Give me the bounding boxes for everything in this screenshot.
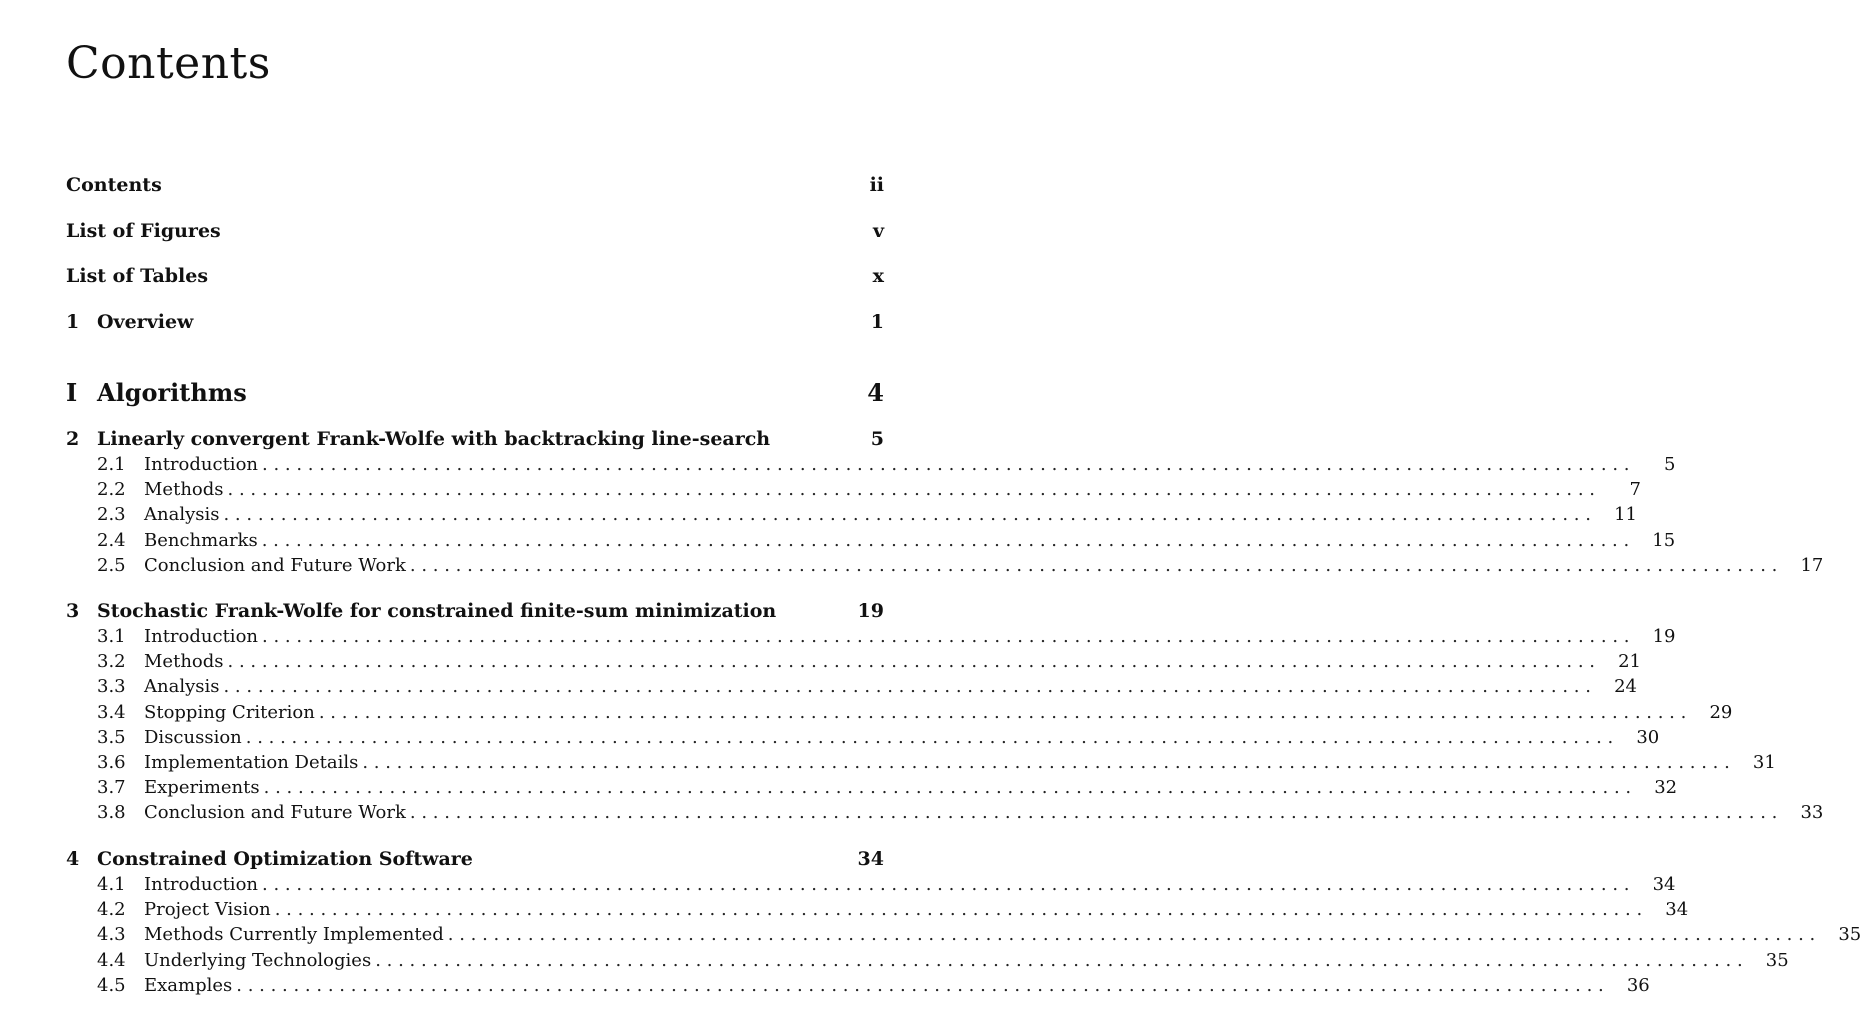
- section-number: 4.5: [97, 974, 126, 996]
- dot-leader: . . . . . . . . . . . . . . . . . . . . . . . . . . . . . . . . . . . . . . . . . . . . . . . . . . . . . . . . . . . . . . . . . . . . . . . . . . . . . . . . . . . . . . . . . . . . . . . . . . . . . . . . . . . . . . . . . . . . . . . .: [236, 974, 1604, 996]
- toc-section-label: Stopping Criterion: [144, 701, 315, 723]
- section-number: 2.2: [97, 479, 126, 501]
- toc-chapter-page: 5: [870, 428, 884, 450]
- section-number: 4.4: [97, 949, 126, 971]
- toc-part-algorithms[interactable]: [66, 378, 884, 408]
- toc-entry-page: ii: [869, 174, 884, 196]
- toc-section-label: Conclusion and Future Work: [144, 802, 406, 824]
- dot-leader: . . . . . . . . . . . . . . . . . . . . . . . . . . . . . . . . . . . . . . . . . . . . . . . . . . . . . . . . . . . . . . . . . . . . . . . . . . . . . . . . . . . . . . . . . . . . . . . . . . . . . . . . . . . . . . . . . . . . . . . .: [447, 924, 1816, 946]
- toc-chapter-2[interactable]: [66, 428, 884, 452]
- toc-chapter-label: Constrained Optimization Software: [97, 848, 473, 870]
- toc-section-label: Underlying Technologies: [144, 949, 372, 971]
- toc-entry-overview[interactable]: [66, 311, 884, 335]
- toc-section-4-4[interactable]: [66, 949, 1789, 974]
- dot-leader: . . . . . . . . . . . . . . . . . . . . . . . . . . . . . . . . . . . . . . . . . . . . . . . . . . . . . . . . . . . . . . . . . . . . . . . . . . . . . . . . . . . . . . . . . . . . . . . . . . . . . . . . . . . . . . . . . . . . . . . .: [227, 479, 1595, 501]
- toc-section-page: 29: [1709, 701, 1733, 723]
- dot-leader: . . . . . . . . . . . . . . . . . . . . . . . . . . . . . . . . . . . . . . . . . . . . . . . . . . . . . . . . . . . . . . . . . . . . . . . . . . . . . . . . . . . . . . . . . . . . . . . . . . . . . . . . . . . . . . . . . . . . . . . .: [274, 899, 1643, 921]
- toc-section-4-3[interactable]: [66, 924, 1861, 948]
- chapter-number: 4: [66, 848, 80, 870]
- dot-leader: . . . . . . . . . . . . . . . . . . . . . . . . . . . . . . . . . . . . . . . . . . . . . . . . . . . . . . . . . . . . . . . . . . . . . . . . . . . . . . . . . . . . . . . . . . . . . . . . . . . . . . . . . . . . . . . . . . . . . . . .: [318, 701, 1687, 723]
- toc-section-label: Benchmarks: [144, 529, 258, 551]
- toc-section-page: 7: [1629, 479, 1641, 501]
- toc-section-label: Methods: [144, 479, 224, 501]
- toc-chapter-4[interactable]: [66, 848, 884, 872]
- toc-section-label: Introduction: [144, 626, 258, 647]
- toc-section-label: Introduction: [144, 874, 258, 895]
- toc-section-page: 21: [1618, 651, 1641, 673]
- toc-part-page: 4: [867, 378, 884, 407]
- toc-section-3-5[interactable]: [66, 726, 1660, 751]
- chapter-number: 1: [66, 311, 80, 333]
- toc-section-3-8[interactable]: [66, 802, 1824, 826]
- dot-leader: . . . . . . . . . . . . . . . . . . . . . . . . . . . . . . . . . . . . . . . . . . . . . . . . . . . . . . . . . . . . . . . . . . . . . . . . . . . . . . . . . . . . . . . . . . . . . . . . . . . . . . . . . . . . . . . . . . . . . . . .: [409, 802, 1778, 824]
- toc-chapter-page: 34: [857, 848, 884, 870]
- dot-leader: . . . . . . . . . . . . . . . . . . . . . . . . . . . . . . . . . . . . . . . . . . . . . . . . . . . . . . . . . . . . . . . . . . . . . . . . . . . . . . . . . . . . . . . . . . . . . . . . . . . . . . . . . . . . . . . . . . . . . . . .: [263, 777, 1632, 799]
- toc-chapter-label: Stochastic Frank-Wolfe for constrained finite-sum minimization: [97, 600, 777, 622]
- toc-section-page: 31: [1752, 752, 1776, 773]
- toc-entry-page: x: [872, 265, 884, 287]
- toc-section-label: Methods: [144, 651, 224, 673]
- dot-leader: . . . . . . . . . . . . . . . . . . . . . . . . . . . . . . . . . . . . . . . . . . . . . . . . . . . . . . . . . . . . . . . . . . . . . . . . . . . . . . . . . . . . . . . . . . . . . . . . . . . . . . . . . . . . . . . . . . . . . . . .: [262, 454, 1630, 475]
- toc-section-4-5[interactable]: [66, 974, 1650, 999]
- toc-chapter-label: Linearly convergent Frank-Wolfe with backtracking line-search: [97, 428, 771, 450]
- toc-section-page: 34: [1652, 874, 1676, 895]
- toc-part-label: Algorithms: [97, 378, 247, 407]
- toc-entry-list-of-tables[interactable]: [66, 265, 884, 289]
- dot-leader: . . . . . . . . . . . . . . . . . . . . . . . . . . . . . . . . . . . . . . . . . . . . . . . . . . . . . . . . . . . . . . . . . . . . . . . . . . . . . . . . . . . . . . . . . . . . . . . . . . . . . . . . . . . . . . . . . . . . . . . .: [362, 752, 1730, 773]
- section-number: 3.1: [97, 626, 126, 647]
- section-number: 3.3: [97, 676, 126, 698]
- dot-leader: . . . . . . . . . . . . . . . . . . . . . . . . . . . . . . . . . . . . . . . . . . . . . . . . . . . . . . . . . . . . . . . . . . . . . . . . . . . . . . . . . . . . . . . . . . . . . . . . . . . . . . . . . . . . . . . . . . . . . . . .: [262, 874, 1630, 895]
- toc-section-page: 34: [1665, 899, 1689, 921]
- toc-section-page: 36: [1626, 974, 1650, 996]
- dot-leader: . . . . . . . . . . . . . . . . . . . . . . . . . . . . . . . . . . . . . . . . . . . . . . . . . . . . . . . . . . . . . . . . . . . . . . . . . . . . . . . . . . . . . . . . . . . . . . . . . . . . . . . . . . . . . . . . . . . . . . . .: [261, 529, 1630, 551]
- section-number: 3.4: [97, 701, 126, 723]
- toc-section-page: 17: [1800, 554, 1824, 576]
- section-number: 3.5: [97, 726, 126, 748]
- toc-section-label: Analysis: [144, 676, 220, 698]
- toc-entry-list-of-figures[interactable]: [66, 220, 884, 244]
- toc-section-page: 11: [1614, 504, 1637, 526]
- section-number: 3.7: [97, 777, 126, 799]
- toc-entry-label: Overview: [97, 311, 194, 333]
- section-number: 2.1: [97, 454, 126, 475]
- page-title: Contents: [66, 38, 271, 89]
- toc-section-page: 30: [1636, 726, 1660, 748]
- section-number: 3.8: [97, 802, 126, 824]
- chapter-number: 2: [66, 428, 80, 450]
- toc-section-label: Conclusion and Future Work: [144, 554, 406, 576]
- toc-section-label: Experiments: [144, 777, 260, 799]
- dot-leader: . . . . . . . . . . . . . . . . . . . . . . . . . . . . . . . . . . . . . . . . . . . . . . . . . . . . . . . . . . . . . . . . . . . . . . . . . . . . . . . . . . . . . . . . . . . . . . . . . . . . . . . . . . . . . . . . . . . . . . . .: [409, 554, 1778, 576]
- section-number: 4.2: [97, 899, 126, 921]
- toc-entry-label: List of Figures: [66, 220, 221, 242]
- section-number: 2.4: [97, 529, 126, 551]
- toc-section-label: Introduction: [144, 454, 258, 475]
- toc-chapter-page: 19: [857, 600, 884, 622]
- toc-section-page: 32: [1654, 777, 1678, 799]
- part-number: I: [66, 378, 78, 407]
- toc-section-4-2[interactable]: [66, 899, 1689, 923]
- toc-section-page: 5: [1664, 454, 1676, 475]
- toc-section-2-4[interactable]: [66, 529, 1676, 554]
- toc-section-3-1[interactable]: [66, 626, 1676, 650]
- dot-leader: . . . . . . . . . . . . . . . . . . . . . . . . . . . . . . . . . . . . . . . . . . . . . . . . . . . . . . . . . . . . . . . . . . . . . . . . . . . . . . . . . . . . . . . . . . . . . . . . . . . . . . . . . . . . . . . . . . . . . . . .: [262, 626, 1630, 647]
- dot-leader: . . . . . . . . . . . . . . . . . . . . . . . . . . . . . . . . . . . . . . . . . . . . . . . . . . . . . . . . . . . . . . . . . . . . . . . . . . . . . . . . . . . . . . . . . . . . . . . . . . . . . . . . . . . . . . . . . . . . . . . .: [227, 651, 1595, 673]
- chapter-number: 3: [66, 600, 80, 622]
- toc-section-page: 33: [1800, 802, 1824, 824]
- dot-leader: . . . . . . . . . . . . . . . . . . . . . . . . . . . . . . . . . . . . . . . . . . . . . . . . . . . . . . . . . . . . . . . . . . . . . . . . . . . . . . . . . . . . . . . . . . . . . . . . . . . . . . . . . . . . . . . . . . . . . . . .: [223, 504, 1591, 526]
- toc-section-4-1[interactable]: [66, 874, 1676, 898]
- toc-entry-page: 1: [870, 311, 884, 333]
- toc-entry-label: Contents: [66, 174, 162, 196]
- toc-section-label: Project Vision: [144, 899, 271, 921]
- section-number: 2.3: [97, 504, 126, 526]
- toc-section-page: 19: [1652, 626, 1676, 647]
- toc-section-page: 35: [1838, 924, 1861, 946]
- section-number: 3.2: [97, 651, 126, 673]
- toc-section-3-4[interactable]: [66, 701, 1733, 726]
- toc-entry-contents[interactable]: [66, 174, 884, 198]
- toc-section-3-2[interactable]: [66, 651, 1641, 675]
- toc-chapter-3[interactable]: [66, 600, 884, 624]
- dot-leader: . . . . . . . . . . . . . . . . . . . . . . . . . . . . . . . . . . . . . . . . . . . . . . . . . . . . . . . . . . . . . . . . . . . . . . . . . . . . . . . . . . . . . . . . . . . . . . . . . . . . . . . . . . . . . . . . . . . . . . . .: [245, 726, 1614, 748]
- toc-section-3-3[interactable]: [66, 676, 1637, 700]
- toc-entry-page: v: [872, 220, 884, 242]
- section-number: 4.1: [97, 874, 126, 895]
- toc-section-page: 35: [1765, 949, 1789, 971]
- toc-entry-label: List of Tables: [66, 265, 209, 287]
- toc-section-label: Discussion: [144, 726, 242, 748]
- section-number: 4.3: [97, 924, 126, 946]
- toc-section-3-6[interactable]: [66, 752, 1776, 776]
- dot-leader: . . . . . . . . . . . . . . . . . . . . . . . . . . . . . . . . . . . . . . . . . . . . . . . . . . . . . . . . . . . . . . . . . . . . . . . . . . . . . . . . . . . . . . . . . . . . . . . . . . . . . . . . . . . . . . . . . . . . . . . .: [223, 676, 1591, 698]
- toc-section-page: 24: [1614, 676, 1637, 698]
- toc-section-2-5[interactable]: [66, 554, 1824, 579]
- toc-section-label: Examples: [144, 974, 233, 996]
- toc-section-2-2[interactable]: [66, 479, 1641, 503]
- toc-section-page: 15: [1652, 529, 1676, 551]
- toc-section-2-1[interactable]: [66, 454, 1676, 478]
- section-number: 2.5: [97, 554, 126, 576]
- dot-leader: . . . . . . . . . . . . . . . . . . . . . . . . . . . . . . . . . . . . . . . . . . . . . . . . . . . . . . . . . . . . . . . . . . . . . . . . . . . . . . . . . . . . . . . . . . . . . . . . . . . . . . . . . . . . . . . . . . . . . . . .: [375, 949, 1743, 971]
- section-number: 3.6: [97, 752, 126, 773]
- toc-section-label: Implementation Details: [144, 752, 359, 773]
- toc-section-3-7[interactable]: [66, 777, 1678, 801]
- toc-section-label: Analysis: [144, 504, 220, 526]
- toc-section-2-3[interactable]: [66, 504, 1637, 528]
- toc-section-label: Methods Currently Implemented: [144, 924, 444, 946]
